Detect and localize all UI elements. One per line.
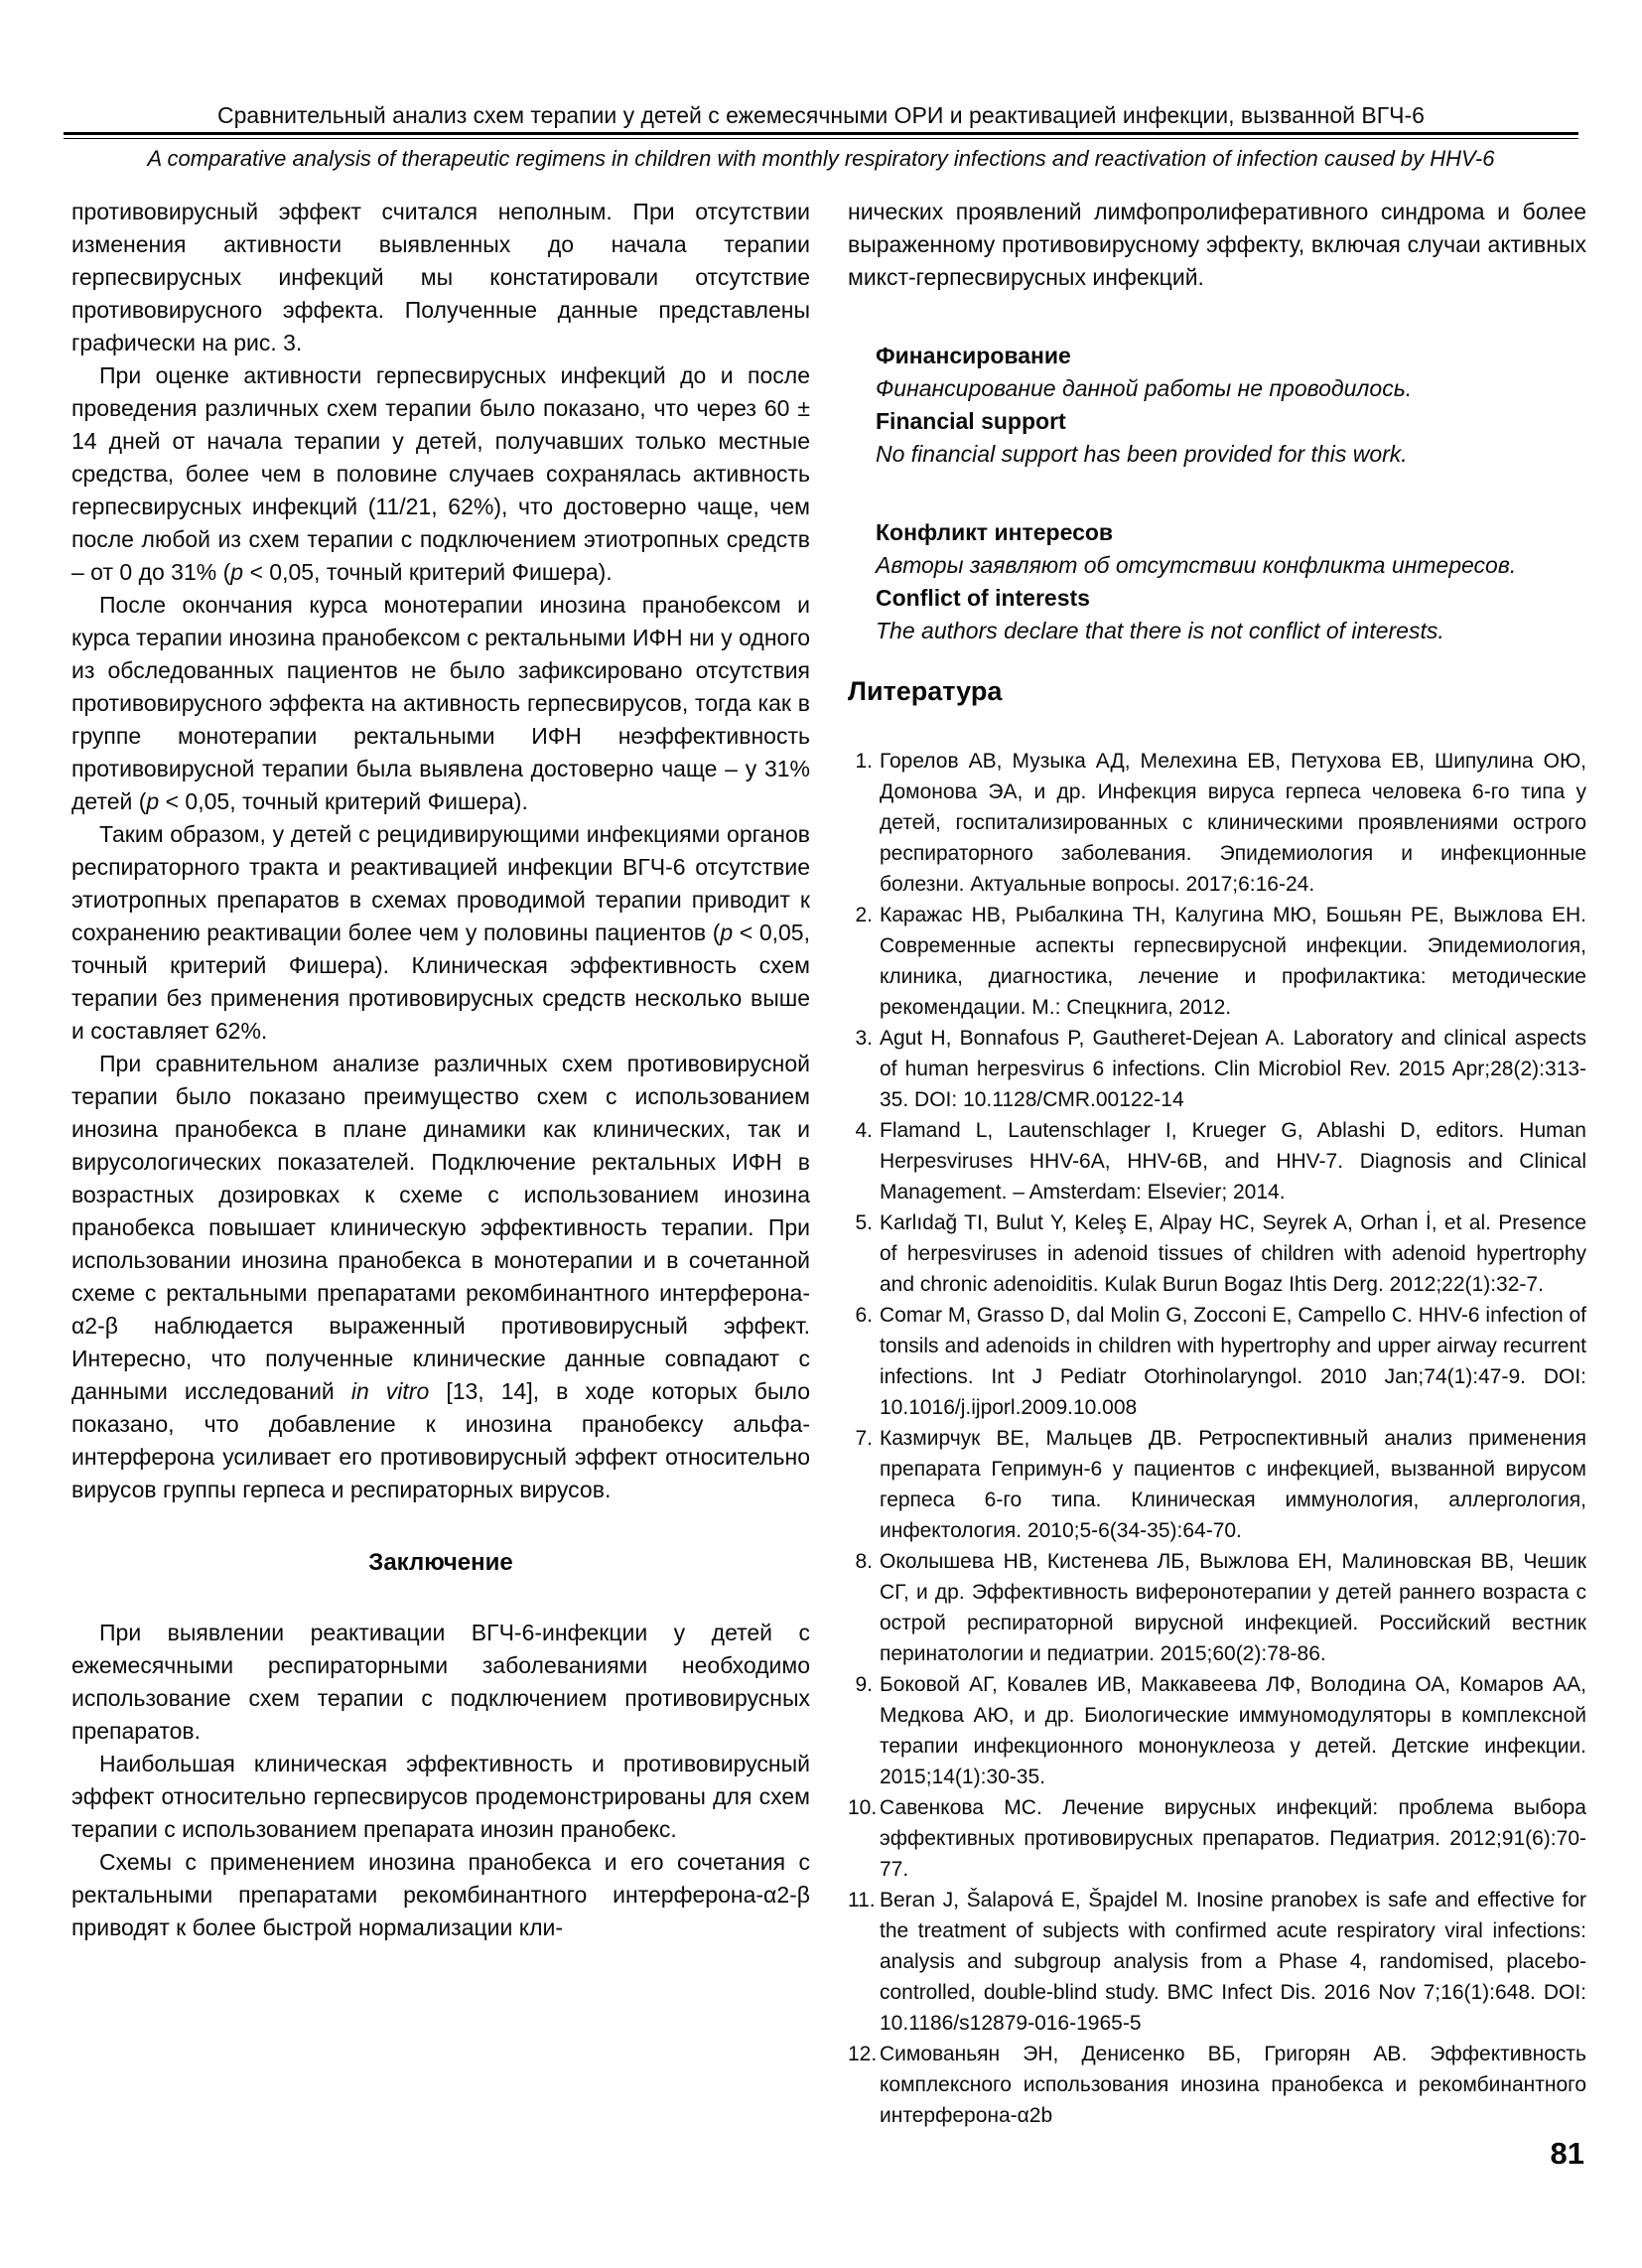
reference-item: 10. Савенкова МС. Лечение вирусных инфекций: проблема выбора эффективных противовирусных препаратов. Педиатрия. 2012;91(6):70-77. — [848, 1792, 1586, 1885]
page-number: 81 — [1550, 2136, 1584, 2171]
paragraph: Схемы с применением инозина пранобекса и его сочетания с ректальными препаратами рекомбинантного интерферона-α2-β приводят к более быстрой нормализации кли- — [71, 1849, 810, 1940]
reference-item: 9. Боковой АГ, Ковалев ИВ, Маккавеева ЛФ, Володина ОА, Комаров АА, Медкова АЮ, и др. Биологические иммуномодуляторы в комплексной терапии инфекционного мононуклеоза у детей. Детские инфекции. 2015;14(1):30-35. — [848, 1669, 1586, 1792]
paragraph: The authors declare that there is not conflict of interests. — [876, 618, 1444, 643]
paragraph: No financial support has been provided for this work. — [876, 441, 1408, 467]
reference-item: 3. Agut H, Bonnafous P, Gautheret-Dejean A. Laboratory and clinical aspects of human herpesvirus 6 infections. Clin Microbiol Rev. 2015 Apr;28(2):313-35. DOI: 10.1128/CMR.00122-14 — [848, 1023, 1586, 1115]
conclusion-heading: Заключение — [368, 1549, 513, 1576]
paragraph: При выявлении реактивации ВГЧ-6-инфекции у детей с ежемесячными респираторными заболеваниями необходимо использование схем терапии с подключением противовирусных препаратов. — [71, 1620, 810, 1744]
paragraph: Наибольшая клиническая эффективность и противовирусный эффект относительно герпесвирусов продемонстрированы для схем терапии с использованием препарата инозин пранобекс. — [71, 1751, 810, 1842]
italic-run: p — [720, 920, 734, 945]
reference-number: 2. — [855, 904, 873, 926]
reference-item: 2. Каражас НВ, Рыбалкина ТН, Калугина МЮ, Бошьян РЕ, Выжлова ЕН. Современные аспекты герпесвирусной инфекции. Эпидемиология, клиника, диагностика, лечение и профилактика: методические рекомендации. М.: Спецкнига, 2012. — [848, 900, 1586, 1023]
section-gap — [848, 647, 1586, 675]
header-rule — [64, 132, 1578, 139]
reference-number: 9. — [855, 1673, 873, 1696]
references-list — [848, 746, 1586, 2131]
reference-item: 12. Симованьян ЭН, Денисенко ВБ, Григорян АВ. Эффективность комплексного использования инозина пранобекса и рекомбинантного интерферона-α2b — [848, 2039, 1586, 2131]
paragraph: Финансирование данной работы не проводилось. — [876, 375, 1413, 401]
italic-run: in vitro — [350, 1378, 430, 1404]
section-gap — [848, 294, 1586, 340]
reference-item: 4. Flamand L, Lautenschlager I, Krueger G, Ablashi D, editors. Human Herpesviruses HHV-6A, HHV-6B, and HHV-7. Diagnosis and Clinical Management. – Amsterdam: Elsevier; 2014. — [848, 1115, 1586, 1207]
italic-run: p — [146, 788, 160, 814]
paragraph: Таким образом, у детей с рецидивирующими инфекциями органов респираторного тракта и реактивацией инфекции ВГЧ-6 отсутствие этиотропных препаратов в схемах проводимой терапии приводит к сохранению реактивации более чем у половины пациентов (p < 0,05, точный критерий Фишера). Клиническая эффективность схем терапии без применения противовирусных средств несколько выше и составляет 62%. — [71, 821, 810, 1044]
reference-number: 3. — [855, 1027, 873, 1050]
paragraph: После окончания курса монотерапии инозина пранобексом и курса терапии инозина пранобексом с ректальными ИФН ни у одного из обследованных пациентов не было зафиксировано отсутствия противовирусного эффекта на активность герпесвирусов, тогда как в группе монотерапии ректальными ИФН неэффективность противовирусной терапии была выявлена достоверно чаще – у 31% детей (p < 0,05, точный критерий Фишера). — [71, 592, 810, 814]
section-subheading: Финансирование — [876, 343, 1071, 368]
right-column — [848, 196, 1586, 2131]
reference-number: 4. — [855, 1119, 873, 1142]
paragraph: противовирусный эффект считался неполным. При отсутствии изменения активности выявленных до начала терапии герпесвирусных инфекций мы констатировали отсутствие противовирусного эффекта. Полученные данные представлены графически на рис. 3. — [71, 199, 810, 355]
reference-item: 5. Karlıdağ TI, Bulut Y, Keleş E, Alpay HC, Seyrek A, Orhan İ, et al. Presence of herpesviruses in adenoid tissues of children with adenoid hypertrophy and chronic adenoiditis. Kulak Burun Bogaz Ihtis Derg. 2012;22(1):32-7. — [848, 1207, 1586, 1300]
reference-number: 1. — [855, 750, 873, 773]
reference-item: 8. Околышева НВ, Кистенева ЛБ, Выжлова ЕН, Малиновская ВВ, Чешик СГ, и др. Эффективность виферонотерапии у детей раннего возраста с острой респираторной вирусной инфекцией. Российский вестник перинатологии и педиатрии. 2015;60(2):78-86. — [848, 1546, 1586, 1669]
reference-number: 7. — [855, 1427, 873, 1450]
paragraph: Авторы заявляют об отсутствии конфликта интересов. — [876, 552, 1517, 578]
section-gap — [848, 471, 1586, 516]
reference-number: 5. — [855, 1211, 873, 1234]
references-heading: Литература — [848, 676, 1003, 706]
reference-item: 6. Comar M, Grasso D, dal Molin G, Zocconi E, Campello C. HHV-6 infection of tonsils and adenoids in children with hypertrophy and upper airway recurrent infections. Int J Pediatr Otorhinolaryngol. 2010 Jan;74(1):47-9. DOI: 10.1016/j.ijporl.2009.10.008 — [848, 1300, 1586, 1423]
reference-number: 10. — [848, 1796, 878, 1819]
section-subheading: Конфликт интересов — [876, 519, 1114, 545]
reference-number: 6. — [855, 1304, 873, 1327]
left-column — [71, 196, 810, 1944]
reference-number: 8. — [855, 1550, 873, 1573]
reference-number: 11. — [848, 1889, 876, 1912]
page-header-title-en: A comparative analysis of therapeutic regimens in children with monthly respiratory infections and reactivation of infection caused by HHV-6 — [147, 146, 1495, 171]
paragraph: нических проявлений лимфопролиферативного синдрома и более выраженному противовирусному эффекту, включая случаи активных микст-герпесвирусных инфекций. — [848, 199, 1586, 290]
page-header-title-ru: Сравнительный анализ схем терапии у детей с ежемесячными ОРИ и реактивацией инфекции, вызванной ВГЧ-6 — [217, 102, 1425, 128]
reference-number: 12. — [848, 2043, 878, 2065]
section-subheading: Financial support — [876, 408, 1066, 434]
section-subheading: Conflict of interests — [876, 585, 1090, 611]
paragraph: При сравнительном анализе различных схем противовирусной терапии было показано преимущество схем с использованием инозина пранобекса в плане динамики как клинических, так и вирусологических показателей. Подключение ректальных ИФН в возрастных дозировках к схеме с использованием инозина пранобекса повышает клиническую эффективность терапии. При использовании инозина пранобекса в монотерапии и в сочетанной схеме с ректальными препаратами рекомбинантного интерферона-α2-β наблюдается выраженный противовирусный эффект. Интересно, что полученные клинические данные совпадают с данными исследований in vitro [13, 14], в ходе которых было показано, что добавление к инозина пранобексу альфа-интерферона усиливает его противовирусный эффект относительно вирусов группы герпеса и респираторных вирусов. — [71, 1051, 810, 1502]
reference-item: 1. Горелов АВ, Музыка АД, Мелехина ЕВ, Петухова ЕВ, Шипулина ОЮ, Домонова ЭА, и др. Инфекция вируса герпеса человека 6-го типа у детей, госпитализированных с клиническими проявлениями острого респираторного заболевания. Эпидемиология и инфекционные болезни. Актуальные вопросы. 2017;6:16-24. — [848, 746, 1586, 900]
reference-item: 11. Beran J, Šalapová E, Špajdel M. Inosine pranobex is safe and effective for the treatment of subjects with confirmed acute respiratory viral infections: analysis and subgroup analysis from a Phase 4, randomised, placebo-controlled, double-blind study. BMC Infect Dis. 2016 Nov 7;16(1):648. DOI: 10.1186/s12879-016-1965-5 — [848, 1885, 1586, 2039]
paragraph: При оценке активности герпесвирусных инфекций до и после проведения различных схем терапии было показано, что через 60 ± 14 дней от начала терапии у детей, получавших только местные средства, более чем в половине случаев сохранялась активность герпесвирусных инфекций (11/21, 62%), что достоверно чаще, чем после любой из схем терапии с подключением этиотропных средств – от 0 до 31% (p < 0,05, точный критерий Фишера). — [71, 362, 810, 585]
italic-run: p — [230, 559, 244, 585]
reference-item: 7. Казмирчук ВЕ, Мальцев ДВ. Ретроспективный анализ применения препарата Гепримун-6 у пациентов с инфекцией, вызванной вирусом герпеса 6-го типа. Клиническая иммунология, аллергология, инфектология. 2010;5-6(34-35):64-70. — [848, 1423, 1586, 1546]
